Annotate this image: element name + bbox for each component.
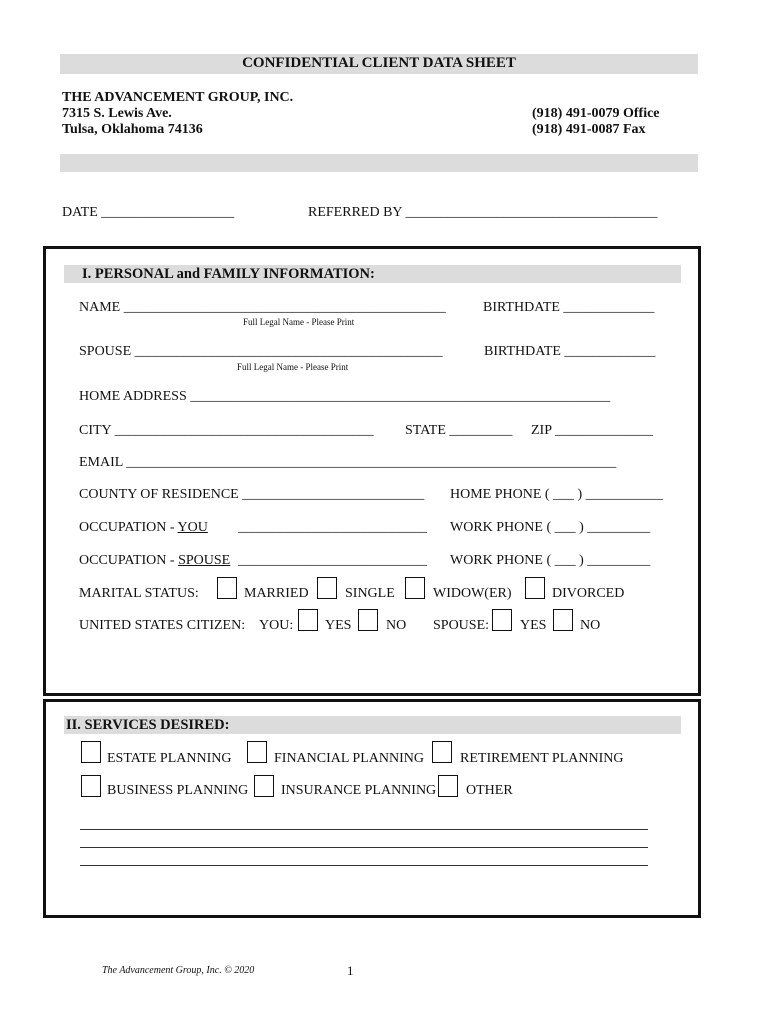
retirement-planning-checkbox[interactable] bbox=[432, 741, 452, 763]
divorced-checkbox[interactable] bbox=[525, 577, 545, 599]
state-field[interactable]: STATE _________ bbox=[405, 423, 513, 438]
notes-line-3[interactable] bbox=[80, 865, 648, 866]
citizen-label: UNITED STATES CITIZEN: bbox=[79, 618, 246, 633]
retirement-planning-label: RETIREMENT PLANNING bbox=[460, 751, 624, 766]
home-phone-field[interactable]: HOME PHONE ( ___ ) ___________ bbox=[450, 487, 663, 502]
business-planning-checkbox[interactable] bbox=[81, 775, 101, 797]
page-number: 1 bbox=[347, 963, 354, 978]
section1-heading: I. PERSONAL and FAMILY INFORMATION: bbox=[82, 266, 375, 282]
financial-planning-label: FINANCIAL PLANNING bbox=[274, 751, 424, 766]
other-checkbox[interactable] bbox=[438, 775, 458, 797]
widower-checkbox[interactable] bbox=[405, 577, 425, 599]
married-checkbox[interactable] bbox=[217, 577, 237, 599]
work-phone-you-field[interactable]: WORK PHONE ( ___ ) _________ bbox=[450, 520, 651, 535]
email-field[interactable]: EMAIL ______________________________________________________________________ bbox=[79, 455, 617, 470]
occupation-you-label bbox=[79, 520, 208, 536]
zip-field[interactable]: ZIP ______________ bbox=[531, 423, 653, 438]
section2-heading: II. SERVICES DESIRED: bbox=[66, 717, 230, 733]
separator-bar bbox=[60, 154, 698, 172]
company-name: THE ADVANCEMENT GROUP, INC. bbox=[62, 90, 294, 105]
business-planning-label: BUSINESS PLANNING bbox=[107, 783, 249, 798]
notes-line-1[interactable] bbox=[80, 829, 648, 830]
occupation-spouse-word: SPOUSE bbox=[178, 553, 231, 568]
single-checkbox[interactable] bbox=[317, 577, 337, 599]
name-birthdate-field[interactable]: BIRTHDATE _____________ bbox=[483, 300, 655, 315]
widower-label: WIDOW(ER) bbox=[433, 586, 512, 601]
insurance-planning-label: INSURANCE PLANNING bbox=[281, 783, 437, 798]
footer-copyright: The Advancement Group, Inc. © 2020 bbox=[102, 965, 255, 976]
single-label: SINGLE bbox=[345, 586, 395, 601]
citizen-you-yes-checkbox[interactable] bbox=[298, 609, 318, 631]
citizen-spouse-no-label: NO bbox=[580, 618, 601, 633]
company-street: 7315 S. Lewis Ave. bbox=[62, 106, 172, 121]
phone-fax: (918) 491-0087 Fax bbox=[532, 122, 646, 137]
insurance-planning-checkbox[interactable] bbox=[254, 775, 274, 797]
divorced-label: DIVORCED bbox=[552, 586, 625, 601]
notes-line-2[interactable] bbox=[80, 847, 648, 848]
estate-planning-checkbox[interactable] bbox=[81, 741, 101, 763]
estate-planning-label: ESTATE PLANNING bbox=[107, 751, 232, 766]
work-phone-spouse-field[interactable]: WORK PHONE ( ___ ) _________ bbox=[450, 553, 651, 568]
occupation-spouse-field[interactable]: ___________________________ bbox=[238, 553, 427, 568]
occupation-spouse-label bbox=[79, 553, 230, 569]
financial-planning-checkbox[interactable] bbox=[247, 741, 267, 763]
citizen-spouse-yes-checkbox[interactable] bbox=[492, 609, 512, 631]
name-hint: Full Legal Name - Please Print bbox=[243, 317, 355, 327]
other-label: OTHER bbox=[466, 783, 513, 798]
occupation-you-prefix: OCCUPATION - bbox=[79, 520, 178, 535]
citizen-spouse-yes-label: YES bbox=[520, 618, 547, 633]
company-city: Tulsa, Oklahoma 74136 bbox=[62, 122, 203, 137]
occupation-spouse-prefix: OCCUPATION - bbox=[79, 553, 179, 568]
occupation-you-word: YOU bbox=[177, 520, 208, 535]
occupation-you-field[interactable]: ___________________________ bbox=[238, 520, 427, 535]
citizen-you-no-checkbox[interactable] bbox=[358, 609, 378, 631]
home-address-field[interactable]: HOME ADDRESS ____________________________________________________________ bbox=[79, 389, 611, 404]
citizen-spouse-no-checkbox[interactable] bbox=[553, 609, 573, 631]
married-label: MARRIED bbox=[244, 586, 309, 601]
name-field[interactable]: NAME ______________________________________________ bbox=[79, 300, 446, 315]
city-field[interactable]: CITY _____________________________________ bbox=[79, 423, 374, 438]
page-title: CONFIDENTIAL CLIENT DATA SHEET bbox=[242, 55, 516, 71]
citizen-you-yes-label: YES bbox=[325, 618, 352, 633]
county-field[interactable]: COUNTY OF RESIDENCE __________________________ bbox=[79, 487, 425, 502]
referred-by-field[interactable]: REFERRED BY ____________________________________ bbox=[308, 205, 658, 220]
spouse-field[interactable]: SPOUSE ____________________________________________ bbox=[79, 344, 443, 359]
phone-office: (918) 491-0079 Office bbox=[532, 106, 660, 121]
marital-status-label: MARITAL STATUS: bbox=[79, 586, 199, 601]
citizen-you-no-label: NO bbox=[386, 618, 407, 633]
date-field[interactable]: DATE ___________________ bbox=[62, 205, 235, 220]
citizen-spouse-label: SPOUSE: bbox=[433, 618, 490, 633]
spouse-birthdate-field[interactable]: BIRTHDATE _____________ bbox=[484, 344, 656, 359]
citizen-you-label: YOU: bbox=[259, 618, 294, 633]
spouse-hint: Full Legal Name - Please Print bbox=[237, 362, 349, 372]
